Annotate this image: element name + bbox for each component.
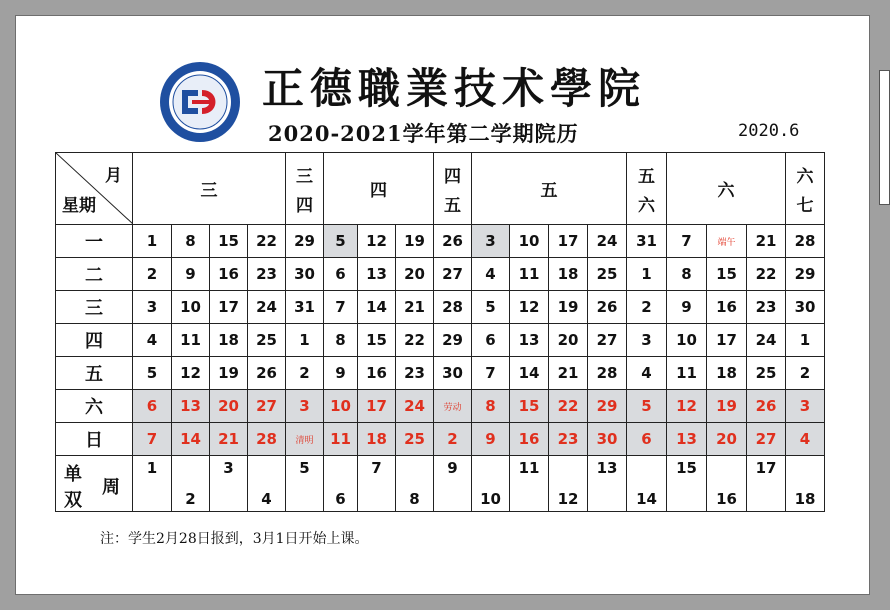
date-cell: 1: [286, 324, 324, 357]
date-cell: 28: [248, 423, 286, 456]
date-cell: 25: [248, 324, 286, 357]
date-cell: 6: [324, 258, 358, 291]
date-cell: 23: [747, 291, 786, 324]
date-cell: 9: [667, 291, 707, 324]
weekday-row: [56, 324, 825, 357]
date-cell: 9: [172, 258, 210, 291]
date-cell: 16: [358, 357, 396, 390]
weekday-label: 六: [56, 390, 133, 423]
college-name: 正德職業技术學院: [262, 64, 647, 113]
date-cell: 18: [549, 258, 588, 291]
month-april-may: 四 五: [434, 153, 472, 225]
date-cell: 5: [133, 357, 172, 390]
week-number-cell: 11: [510, 456, 549, 512]
college-logo-icon: [158, 60, 242, 144]
footnote: 注：学生2月28日报到，3月1日开始上课。: [100, 531, 369, 547]
date-cell: 20: [549, 324, 588, 357]
date-cell: 23: [396, 357, 434, 390]
week-number-cell: 3: [210, 456, 248, 512]
weekday-row: [56, 390, 825, 423]
date-cell: 25: [588, 258, 627, 291]
date-cell: 30: [434, 357, 472, 390]
week-number-cell: 9: [434, 456, 472, 512]
date-cell: 4: [627, 357, 667, 390]
date-cell: 27: [747, 423, 786, 456]
week-number-cell: 17: [747, 456, 786, 512]
date-cell: 30: [588, 423, 627, 456]
date-cell: 30: [286, 258, 324, 291]
date-cell: 1: [786, 324, 825, 357]
week-number-cell: 7: [358, 456, 396, 512]
date-cell: 30: [786, 291, 825, 324]
date-cell: 8: [324, 324, 358, 357]
date-cell: 29: [786, 258, 825, 291]
date-cell: 17: [707, 324, 747, 357]
date-cell: 11: [510, 258, 549, 291]
date-cell: 10: [172, 291, 210, 324]
date-cell: 17: [210, 291, 248, 324]
date-cell: 29: [588, 390, 627, 423]
week-number-cell: 6: [324, 456, 358, 512]
date-cell: 27: [588, 324, 627, 357]
date-cell: 3: [786, 390, 825, 423]
academic-calendar-table: [55, 152, 825, 512]
calendar-title: 2020-2021学年第二学期院历: [268, 121, 579, 146]
week-number-cell: 13: [588, 456, 627, 512]
date-cell: 2: [434, 423, 472, 456]
date-cell: 15: [707, 258, 747, 291]
weekday-row: [56, 423, 825, 456]
week-row-label: 单 双 周: [56, 456, 133, 512]
date-cell: 23: [549, 423, 588, 456]
date-cell: 31: [627, 225, 667, 258]
date-cell: 4: [133, 324, 172, 357]
date-cell: 28: [434, 291, 472, 324]
date-cell: 3: [133, 291, 172, 324]
date-cell: 27: [248, 390, 286, 423]
date-cell: 18: [210, 324, 248, 357]
date-cell: 19: [707, 390, 747, 423]
week-number-cell: 2: [172, 456, 210, 512]
date-cell: 11: [667, 357, 707, 390]
date-cell: 20: [210, 390, 248, 423]
date-cell: 24: [248, 291, 286, 324]
weekday-row: [56, 291, 825, 324]
date-cell: 22: [549, 390, 588, 423]
date-cell: 12: [172, 357, 210, 390]
date-cell: 22: [747, 258, 786, 291]
week-number-cell: 12: [549, 456, 588, 512]
date-cell: 14: [510, 357, 549, 390]
date-cell: 7: [324, 291, 358, 324]
date-cell: 11: [172, 324, 210, 357]
month-march-april: 三 四: [286, 153, 324, 225]
date-cell: 8: [472, 390, 510, 423]
date-cell: 3: [472, 225, 510, 258]
date-cell: 清明: [286, 423, 324, 456]
date-cell: 2: [786, 357, 825, 390]
issue-date: 2020.6: [738, 121, 800, 141]
date-cell: 28: [786, 225, 825, 258]
date-cell: 15: [510, 390, 549, 423]
date-cell: 20: [396, 258, 434, 291]
date-cell: 18: [358, 423, 396, 456]
month-march: 三: [133, 153, 286, 225]
date-cell: 3: [627, 324, 667, 357]
month-axis-label: 月: [105, 166, 122, 186]
date-cell: 21: [549, 357, 588, 390]
weekday-label: 四: [56, 324, 133, 357]
week-number-cell: 15: [667, 456, 707, 512]
date-cell: 28: [588, 357, 627, 390]
side-panel-edge: [879, 70, 890, 205]
date-cell: 9: [472, 423, 510, 456]
date-cell: 29: [286, 225, 324, 258]
date-cell: 10: [324, 390, 358, 423]
date-cell: 13: [358, 258, 396, 291]
date-cell: 24: [588, 225, 627, 258]
date-cell: 18: [707, 357, 747, 390]
date-cell: 5: [324, 225, 358, 258]
date-cell: 7: [472, 357, 510, 390]
date-cell: 21: [747, 225, 786, 258]
date-cell: 22: [248, 225, 286, 258]
date-cell: 26: [747, 390, 786, 423]
week-number-cell: 8: [396, 456, 434, 512]
date-cell: 19: [210, 357, 248, 390]
date-cell: 21: [396, 291, 434, 324]
date-cell: 23: [248, 258, 286, 291]
date-cell: 29: [434, 324, 472, 357]
weekday-row: [56, 357, 825, 390]
date-cell: 19: [396, 225, 434, 258]
date-cell: 31: [286, 291, 324, 324]
date-cell: 2: [627, 291, 667, 324]
date-cell: 17: [358, 390, 396, 423]
month-may-june: 五 六: [627, 153, 667, 225]
date-cell: 2: [133, 258, 172, 291]
week-number-cell: 16: [707, 456, 747, 512]
date-cell: 6: [627, 423, 667, 456]
date-cell: 劳动: [434, 390, 472, 423]
week-number-cell: 5: [286, 456, 324, 512]
date-cell: 12: [358, 225, 396, 258]
date-cell: 6: [133, 390, 172, 423]
week-number-cell: 18: [786, 456, 825, 512]
date-cell: 13: [667, 423, 707, 456]
date-cell: 3: [286, 390, 324, 423]
weekday-row: [56, 258, 825, 291]
week-number-cell: 10: [472, 456, 510, 512]
date-cell: 16: [210, 258, 248, 291]
date-cell: 5: [627, 390, 667, 423]
month-june-july: 六 七: [786, 153, 825, 225]
date-cell: 14: [172, 423, 210, 456]
week-number-cell: 14: [627, 456, 667, 512]
weekday-row: [56, 225, 825, 258]
date-cell: 27: [434, 258, 472, 291]
date-cell: 4: [472, 258, 510, 291]
date-cell: 21: [210, 423, 248, 456]
weekday-label: 五: [56, 357, 133, 390]
date-cell: 13: [172, 390, 210, 423]
week-number-cell: 4: [248, 456, 286, 512]
date-cell: 7: [133, 423, 172, 456]
week-number-row: [56, 456, 825, 512]
date-cell: 8: [667, 258, 707, 291]
date-cell: 25: [747, 357, 786, 390]
date-cell: 2: [286, 357, 324, 390]
date-cell: 4: [786, 423, 825, 456]
date-cell: 22: [396, 324, 434, 357]
date-cell: 10: [510, 225, 549, 258]
date-cell: 12: [510, 291, 549, 324]
date-cell: 12: [667, 390, 707, 423]
date-cell: 1: [133, 225, 172, 258]
date-cell: 16: [707, 291, 747, 324]
date-cell: 16: [510, 423, 549, 456]
date-cell: 5: [472, 291, 510, 324]
date-cell: 26: [434, 225, 472, 258]
date-cell: 24: [396, 390, 434, 423]
date-cell: 13: [510, 324, 549, 357]
date-cell: 26: [588, 291, 627, 324]
date-cell: 14: [358, 291, 396, 324]
month-april: 四: [324, 153, 434, 225]
date-cell: 24: [747, 324, 786, 357]
month-june: 六: [667, 153, 786, 225]
weekday-label: 三: [56, 291, 133, 324]
date-cell: 6: [472, 324, 510, 357]
date-cell: 17: [549, 225, 588, 258]
month-header-row: [56, 153, 825, 225]
date-cell: 10: [667, 324, 707, 357]
date-cell: 15: [210, 225, 248, 258]
weekday-label: 一: [56, 225, 133, 258]
weekday-label: 日: [56, 423, 133, 456]
date-cell: 26: [248, 357, 286, 390]
weekday-axis-label: 星期: [62, 196, 96, 216]
date-cell: 8: [172, 225, 210, 258]
month-may: 五: [472, 153, 627, 225]
date-cell: 11: [324, 423, 358, 456]
date-cell: 15: [358, 324, 396, 357]
weekday-label: 二: [56, 258, 133, 291]
corner-header-cell: [56, 153, 133, 225]
date-cell: 20: [707, 423, 747, 456]
date-cell: 端午: [707, 225, 747, 258]
date-cell: 25: [396, 423, 434, 456]
date-cell: 9: [324, 357, 358, 390]
date-cell: 7: [667, 225, 707, 258]
date-cell: 19: [549, 291, 588, 324]
date-cell: 1: [627, 258, 667, 291]
week-number-cell: 1: [133, 456, 172, 512]
